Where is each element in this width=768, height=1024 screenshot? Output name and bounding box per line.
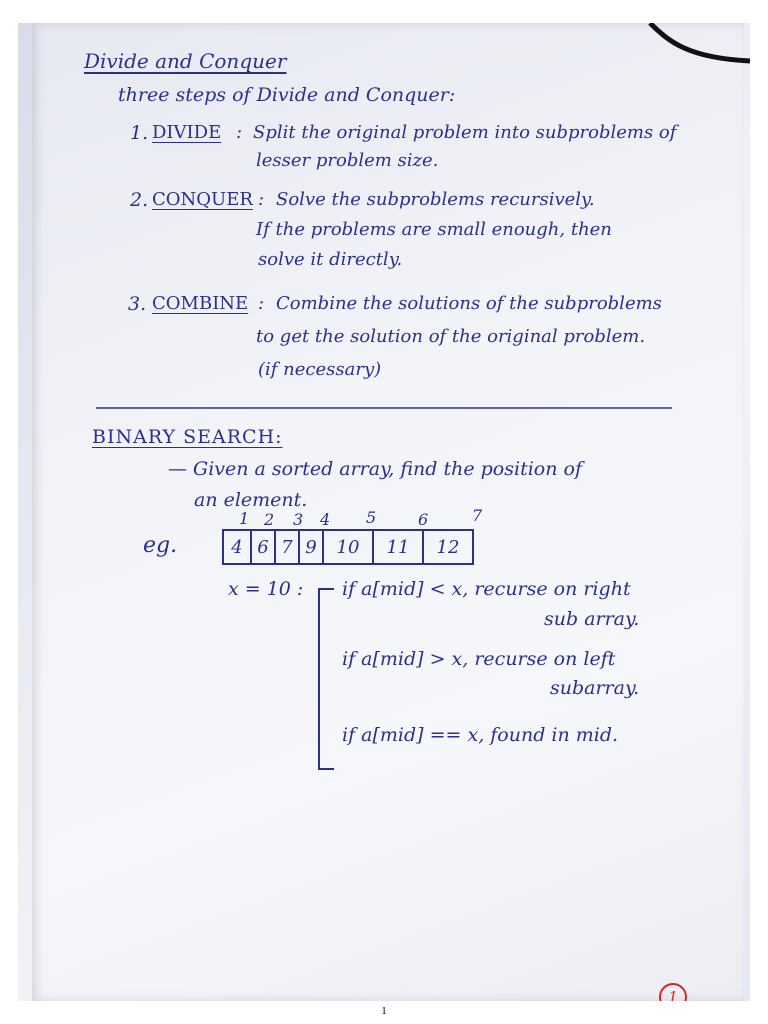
array-cell: 12 [423,530,473,564]
example-label: eg. [143,533,178,558]
step-2-name: CONQUER [152,189,253,210]
case-1-line1: if a[mid] < x, recurse on right [342,578,631,600]
step-2-text-line2: If the problems are small enough, then [256,219,612,240]
case-2-line2: subarray. [550,677,640,699]
array-cell: 4 [223,530,251,564]
step-2-text-line3: solve it directly. [258,249,403,270]
case-1-line2: sub array. [544,608,640,630]
case-2-line1: if a[mid] > x, recurse on left [342,648,616,670]
page-mark: 1 [659,983,687,1001]
step-3-text-line2: to get the solution of the original problem. [256,326,646,347]
step-1-sep: : [236,122,243,143]
binary-search-desc-line2: an element. [194,489,308,511]
step-3-number: 3. [128,293,147,315]
step-3-sep: : [258,293,265,314]
array-cell: 10 [323,530,373,564]
step-3-name: COMBINE [152,293,249,314]
subheading: three steps of Divide and Conquer: [118,84,456,106]
array-cell: 7 [275,530,299,564]
section-divider [96,407,672,409]
photo-frame [18,23,750,1001]
step-3-text-line1: Combine the solutions of the subproblems [276,293,662,314]
array-cell: 6 [251,530,275,564]
array-index: 6 [418,510,429,529]
binary-search-desc-line1: — Given a sorted array, find the position of [168,458,582,480]
array-table [222,529,474,565]
array-index: 3 [293,510,304,529]
step-1-name: DIVIDE [152,122,222,143]
step-2-number: 2. [130,189,149,211]
binary-search-title: BINARY SEARCH: [92,426,283,448]
array-index: 5 [366,508,377,527]
page-number: 1 [381,1005,387,1017]
step-1-number: 1. [130,122,149,144]
array-index: 2 [264,510,275,529]
step-1-text-line2: lesser problem size. [256,150,439,171]
array-index: 7 [472,506,483,525]
page-heading: Divide and Conquer [84,49,287,73]
array-cell: 11 [373,530,423,564]
x-value-label: x = 10 : [228,578,304,600]
step-1-text-line1: Split the original problem into subproblems of [253,122,677,143]
case-3-line1: if a[mid] == x, found in mid. [342,724,619,746]
step-2-text-line1: Solve the subproblems recursively. [276,189,595,210]
array-index: 1 [239,509,250,528]
array-cell: 9 [299,530,323,564]
step-3-text-line3: (if necessary) [258,359,382,380]
array-index: 4 [320,510,331,529]
step-2-sep: : [258,189,265,210]
case-brace [318,588,334,770]
